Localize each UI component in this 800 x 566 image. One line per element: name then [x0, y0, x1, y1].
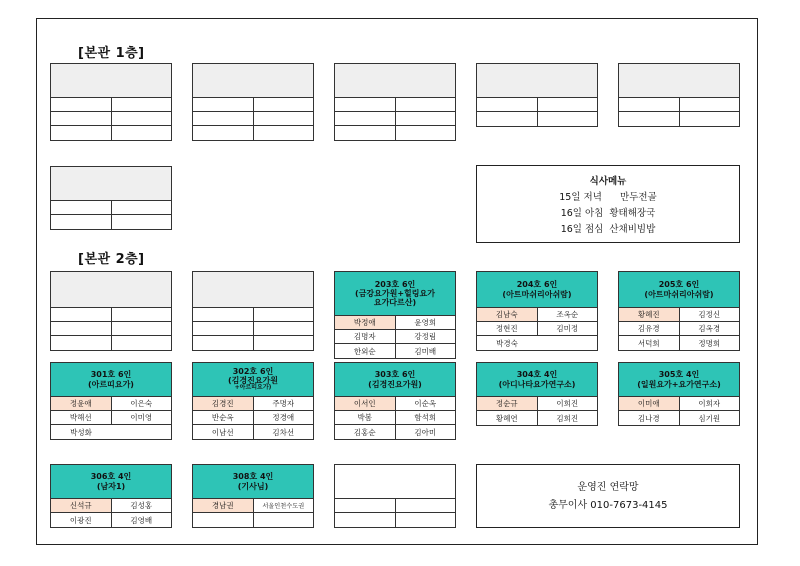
occupant: 김홍순	[353, 427, 376, 437]
occupant: 이은숙	[111, 397, 172, 410]
occupant: 정윤애	[51, 397, 111, 410]
room-empty-7	[50, 271, 172, 351]
occupant: 한외순	[353, 346, 376, 356]
floor-2-title: [본관 2층]	[78, 252, 145, 267]
occupant: 정경애	[253, 411, 314, 424]
occupant: 이서인	[335, 397, 395, 410]
room-305	[618, 362, 740, 426]
room-empty-1	[50, 63, 172, 141]
room-empty-4	[476, 63, 598, 127]
room-subtitle: (일원요가+요가연구소)	[637, 379, 721, 389]
room-subtitle: (아트마쉬리아쉬람)	[644, 289, 714, 299]
meal-line: 16일 점심 산채비빔밥	[560, 224, 656, 235]
occupant: 김유경	[637, 324, 660, 333]
occupant: 박봄	[357, 413, 372, 422]
room-subtitle: (기사님)	[237, 481, 269, 491]
room-title: 203호 6인	[374, 279, 416, 289]
room-empty-2	[192, 63, 314, 141]
contact-box	[476, 464, 740, 528]
room-title: 301호 6인	[90, 370, 132, 380]
occupant: 김영배	[111, 513, 172, 527]
occupant: 서덕희	[637, 338, 660, 348]
occupant: 반순옥	[211, 413, 234, 422]
room-205	[618, 271, 740, 351]
room-306	[50, 464, 172, 528]
occupant: 이미애	[619, 397, 679, 410]
floor-1-title: [본관 1층]	[78, 46, 145, 61]
room-subtitle: 요가다르산)	[373, 298, 417, 308]
occupant: 정명희	[679, 336, 740, 350]
occupant: 조옥순	[537, 308, 598, 321]
occupant	[537, 336, 597, 350]
room-title: 302호 6인	[232, 366, 274, 376]
room-title: 306호 4인	[90, 472, 132, 482]
contact-phone: 총무이사 010-7673-4145	[548, 500, 668, 511]
occupant: 정순규	[477, 397, 537, 410]
occupant: 이순옥	[395, 397, 456, 410]
room-empty-8	[192, 271, 314, 351]
occupant: 경남권	[193, 499, 253, 512]
occupant: 이광진	[69, 515, 92, 525]
room-title: 204호 6인	[516, 280, 558, 290]
meal-line: 16일 아침 황태해장국	[560, 208, 656, 219]
room-subtitle: (아트마쉬리아쉬람)	[502, 289, 572, 299]
room-subtitle: (아르띠요가)	[88, 379, 134, 389]
occupant: 김명자	[353, 332, 376, 341]
occupant: 정현진	[495, 324, 518, 333]
room-title: 303호 6인	[374, 370, 416, 380]
occupant: 김성홍	[111, 499, 172, 512]
occupant: 김옥경	[679, 322, 740, 335]
occupant: 심기원	[679, 411, 740, 425]
occupant: 박경숙	[496, 338, 518, 348]
room-title: 308호 4인	[232, 472, 274, 482]
occupant: 강정림	[395, 330, 456, 343]
occupant: 김정신	[679, 308, 740, 321]
occupant: 황혜진	[619, 308, 679, 321]
occupant: 윤영희	[395, 316, 456, 329]
room-empty-5	[618, 63, 740, 127]
occupant: 이남선	[211, 427, 234, 437]
occupant: 김남숙	[477, 308, 537, 321]
room-204	[476, 271, 598, 351]
meal-menu-box	[476, 165, 740, 243]
occupant: 서울인천수도권	[253, 499, 314, 512]
occupant: 김미정	[537, 322, 598, 335]
meal-menu-title: 식사메뉴	[589, 176, 627, 187]
room-title: 304호 4인	[516, 370, 558, 380]
occupant	[111, 425, 171, 439]
occupant: 박해선	[69, 413, 92, 422]
room-title: 205호 6인	[658, 280, 700, 290]
occupant: 김희진	[537, 411, 598, 425]
room-subtitle: (김경진요가원)	[368, 379, 422, 389]
occupant: 이희자	[679, 397, 740, 410]
room-303	[334, 362, 456, 440]
occupant: 신석규	[51, 499, 111, 512]
contact-title: 운영진 연락망	[577, 482, 639, 493]
occupant: 김아미	[395, 425, 456, 439]
room-subtitle: +아르띠요가)	[234, 384, 272, 392]
room-203	[334, 271, 456, 359]
room-subtitle: (김경진요가원	[227, 376, 279, 386]
room-304	[476, 362, 598, 426]
occupant: 김경진	[193, 397, 253, 410]
occupant: 황혜연	[495, 413, 518, 423]
occupant: 주명자	[253, 397, 314, 410]
room-empty-6	[50, 166, 172, 230]
occupant: 이희진	[537, 397, 598, 410]
room-subtitle: (금강요가원+힐링요가	[355, 288, 435, 298]
occupant: 함석희	[395, 411, 456, 424]
room-302	[192, 362, 314, 440]
room-subtitle: (남자1)	[96, 481, 126, 491]
occupant: 김미배	[395, 344, 456, 358]
occupant: 박정애	[335, 316, 395, 329]
room-empty-3	[334, 63, 456, 141]
occupant: 김차선	[253, 425, 314, 439]
room-301	[50, 362, 172, 440]
room-308	[192, 464, 314, 528]
room-title: 305호 4인	[658, 370, 700, 380]
room-empty-9	[334, 464, 456, 528]
occupant: 김나경	[637, 413, 660, 423]
occupant: 박성화	[70, 427, 92, 437]
room-subtitle: (아디나타요가연구소)	[498, 379, 576, 389]
meal-line: 15일 저녁 만두전골	[559, 192, 657, 203]
occupant: 이미영	[111, 411, 172, 424]
